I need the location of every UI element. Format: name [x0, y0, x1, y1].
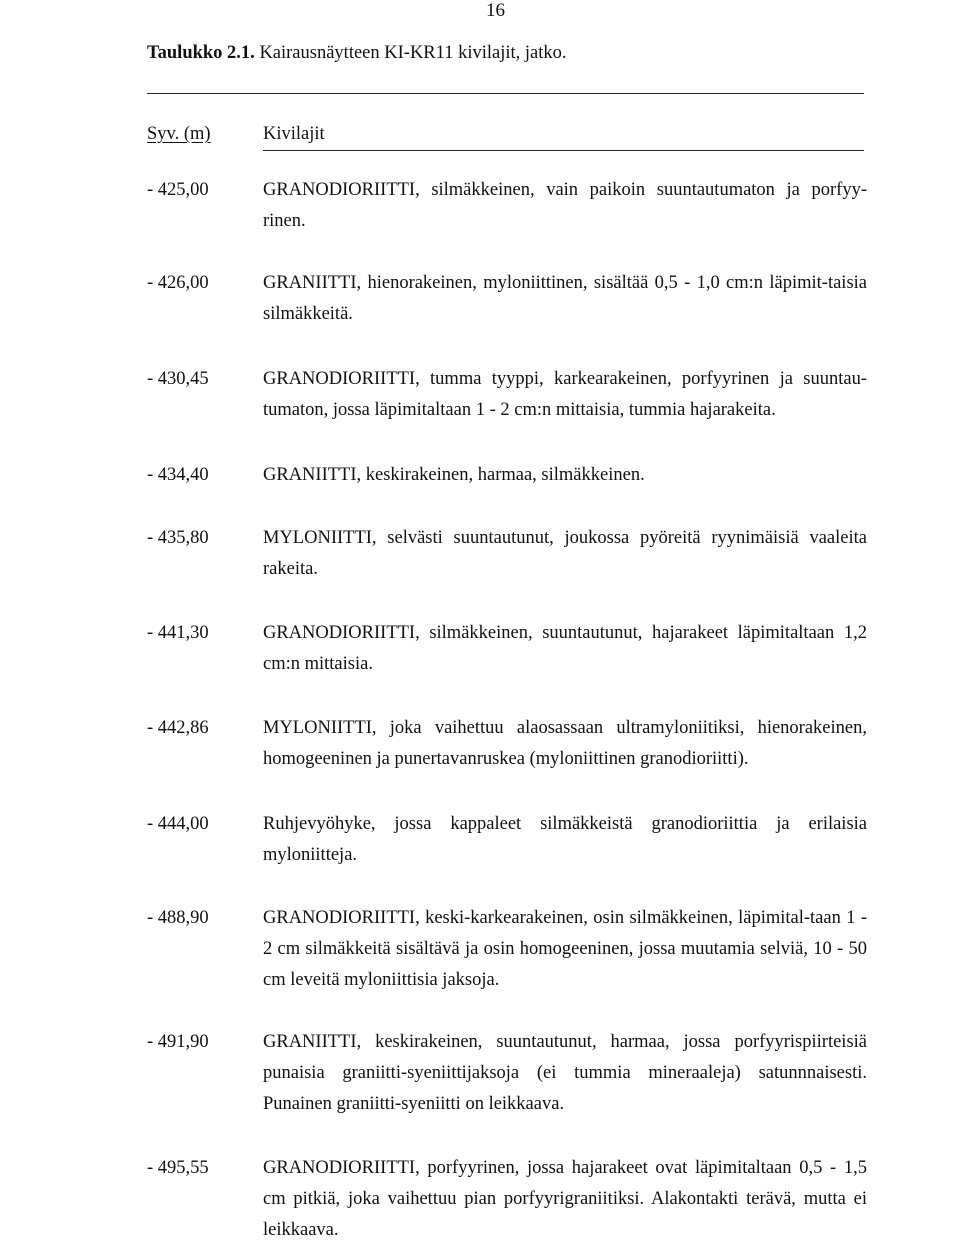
caption-label: Taulukko 2.1. — [147, 43, 255, 63]
rock-description: Ruhjevyöhyke, jossa kappaleet silmäkkeistä granodioriittia ja erilaisia myloniitteja. — [263, 814, 867, 865]
page-number: 16 — [486, 0, 505, 21]
table-header — [147, 124, 864, 150]
rock-description: GRANODIORIITTI, keski-karkearakeinen, osin silmäkkeinen, läpimital-taan 1 - 2 cm silmäkkeitä sisältävä ja osin homogeeninen, jossa muutamia selviä, 10 - 50 cm leveitä myloniittisia jaksoja. — [263, 908, 867, 990]
depth-value: - 426,00 — [147, 273, 209, 293]
depth-value: - 442,86 — [147, 718, 209, 738]
rock-description: GRANIITTI, hienorakeinen, myloniittinen, sisältää 0,5 - 1,0 cm:n läpimit-taisia silmäkkeitä. — [263, 273, 867, 324]
depth-value: - 441,30 — [147, 623, 209, 643]
rock-description: MYLONIITTI, joka vaihettuu alaosassaan ultramyloniitiksi, hienorakeinen, homogeeninen ja punertavanruskea (myloniittinen granodioriitti). — [263, 718, 867, 769]
depth-value: - 435,80 — [147, 528, 209, 548]
depth-value: - 491,90 — [147, 1032, 209, 1052]
rock-description: GRANODIORIITTI, silmäkkeinen, suuntautunut, hajarakeet läpimitaltaan 1,2 cm:n mittaisia. — [263, 623, 867, 674]
depth-value: - 488,90 — [147, 908, 209, 928]
rock-description: GRANIITTI, keskirakeinen, harmaa, silmäkkeinen. — [263, 465, 645, 485]
caption-text: Kairausnäytteen KI-KR11 kivilajit, jatko. — [259, 43, 567, 63]
rock-description: MYLONIITTI, selvästi suuntautunut, joukossa pyöreitä ryynimäisiä vaaleita rakeita. — [263, 528, 867, 579]
rock-description: GRANODIORIITTI, porfyyrinen, jossa hajarakeet ovat läpimitaltaan 0,5 - 1,5 cm pitkiä, joka vaihettuu pian porfyyrigraniitiksi. Alakontakti terävä, mutta ei leikkaava. — [263, 1158, 867, 1240]
depth-value: - 425,00 — [147, 180, 209, 200]
rock-description: GRANODIORIITTI, silmäkkeinen, vain paikoin suuntautumaton ja porfyy-rinen. — [263, 180, 867, 231]
top-rule — [147, 93, 864, 94]
depth-value: - 430,45 — [147, 369, 209, 389]
depth-value: - 444,00 — [147, 814, 209, 834]
depth-value: - 495,55 — [147, 1158, 209, 1178]
depth-column-header: Syv. (m) — [147, 124, 211, 144]
rock-description: GRANODIORIITTI, tumma tyyppi, karkearakeinen, porfyyrinen ja suuntau-tumaton, jossa läpimitaltaan 1 - 2 cm:n mittaisia, tummia hajarakeita. — [263, 369, 867, 420]
rock-description: GRANIITTI, keskirakeinen, suuntautunut, harmaa, jossa porfyyrispiirteisiä punaisia graniitti-syeniittijaksoja (ei tummia mineraaleja) satunnnaisesti. Punainen graniitti-syeniitti on leikkaava. — [263, 1032, 867, 1114]
table-caption — [147, 43, 567, 64]
rock-type-column-header: Kivilajit — [263, 124, 325, 144]
depth-value: - 434,40 — [147, 465, 209, 485]
header-rule — [263, 150, 864, 151]
